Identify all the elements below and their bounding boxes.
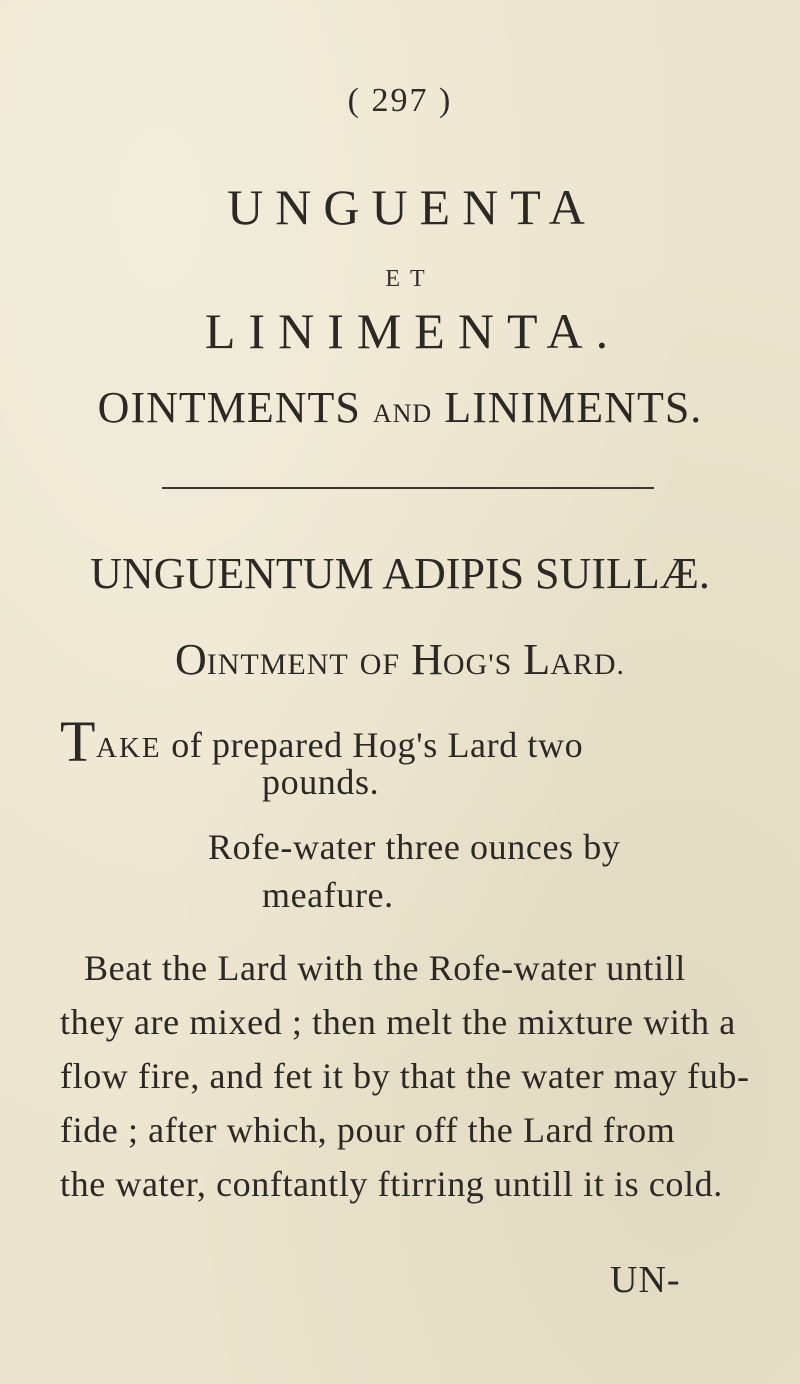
catchword: UN- [610, 1259, 681, 1301]
directions-line-5: the water, conftantly ftirring untill it is cold. [60, 1164, 723, 1204]
ingredient-rose-water-measure: meafure. [262, 875, 394, 915]
subtitle-o: O [174, 635, 207, 684]
recipe-subtitle [0, 634, 800, 685]
subtitle-h: H [411, 635, 443, 684]
directions-line-3: flow fire, and fet it by that the water may fub- [60, 1056, 750, 1096]
subtitle-ard: ARD. [550, 648, 626, 681]
heading-english-liniments: LINIMENTS. [444, 383, 703, 432]
section-divider [162, 487, 654, 489]
subtitle-of: OF [359, 648, 401, 681]
page-number: ( 297 ) [347, 82, 453, 119]
heading-linimenta: LINIMENTA. [204, 303, 622, 359]
ingredient-rose-water: Rofe-water three ounces by [208, 827, 621, 867]
ingredient-lard-text: of prepared Hog's Lard two [171, 725, 584, 765]
drop-cap: T [60, 709, 97, 774]
heading-english-ointments: OINTMENTS [97, 383, 361, 432]
heading-english [0, 382, 800, 433]
heading-et: ET [385, 266, 435, 292]
heading-english-and: AND [372, 399, 433, 428]
recipe-title: UNGUENTUM ADIPIS SUILLÆ. [90, 549, 710, 598]
directions-line-4: fide ; after which, pour off the Lard from [60, 1110, 676, 1150]
heading-unguenta: UNGUENTA [227, 179, 597, 235]
subtitle-ogs: OG'S [442, 648, 513, 681]
ingredient-lard-quantity: pounds. [262, 762, 380, 802]
drop-cap-continuation: AKE [96, 732, 162, 764]
directions-line-1: Beat the Lard with the Rofe-water untill [84, 948, 686, 988]
directions-line-2: they are mixed ; then melt the mixture with a [60, 1002, 736, 1042]
subtitle-l: L [523, 635, 551, 684]
subtitle-intment: INTMENT [206, 648, 349, 681]
